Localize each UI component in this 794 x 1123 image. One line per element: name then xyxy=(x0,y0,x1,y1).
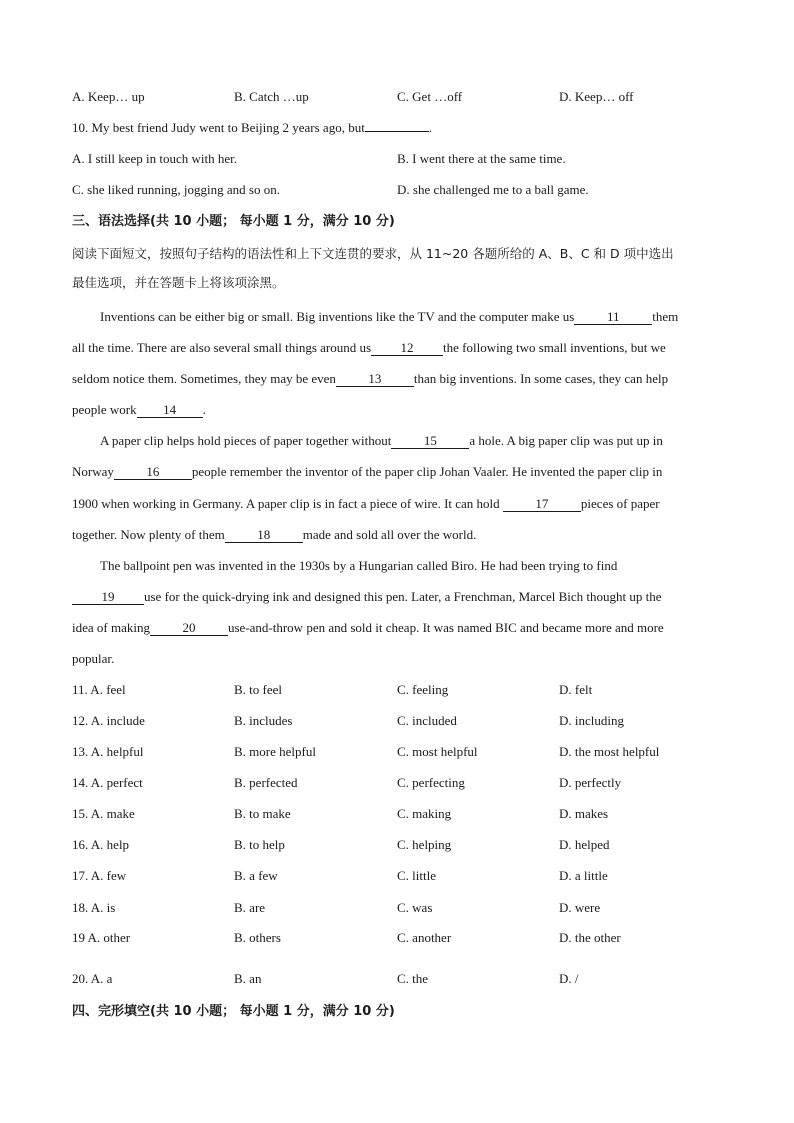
option-d: D. a little xyxy=(559,868,608,883)
option-c: C. little xyxy=(397,868,436,883)
option-c: C. feeling xyxy=(397,682,449,697)
section4-heading: 四、完形填空(共 10 小题； 每小题 1 分，满分 10 分) xyxy=(72,1004,395,1019)
q10-option-a: A. I still keep in touch with her. xyxy=(72,151,238,166)
option-a: 18. A. is xyxy=(72,900,116,915)
option-a: 14. A. perfect xyxy=(72,775,143,790)
option-a: 17. A. few xyxy=(72,868,127,883)
option-c: C. perfecting xyxy=(397,775,465,790)
blank-13: 13 xyxy=(336,371,414,387)
blank-20: 20 xyxy=(150,620,228,636)
option-b: B. a few xyxy=(234,868,278,883)
q10-option-b: B. I went there at the same time. xyxy=(397,151,566,166)
blank-16: 16 xyxy=(114,464,192,480)
passage-p1-line2 xyxy=(72,339,716,357)
option-a: 13. A. helpful xyxy=(72,744,144,759)
passage-text: a hole. A big paper clip was put up in xyxy=(469,433,663,448)
option-b: B. perfected xyxy=(234,775,298,790)
option-c: C. making xyxy=(397,806,452,821)
option-a: 15. A. make xyxy=(72,806,135,821)
option-b: B. are xyxy=(234,900,266,915)
option-a: 12. A. include xyxy=(72,713,145,728)
q9-option-c: C. Get …off xyxy=(397,89,463,104)
option-a: 16. A. help xyxy=(72,837,130,852)
passage-text: people work xyxy=(72,402,137,417)
passage-p1-line4 xyxy=(72,401,716,419)
passage-text: Norway xyxy=(72,464,114,479)
q10-option-c: C. she liked running, jogging and so on. xyxy=(72,182,280,197)
option-d: D. makes xyxy=(559,806,609,821)
option-b: B. more helpful xyxy=(234,744,316,759)
q10-stem-end: . xyxy=(428,120,433,135)
passage-text: than big inventions. In some cases, they can help xyxy=(413,371,669,386)
option-c: C. another xyxy=(397,930,452,945)
option-d: D. the most helpful xyxy=(559,744,660,759)
option-c: C. the xyxy=(397,971,429,986)
passage-text: together. Now plenty of them xyxy=(72,527,225,542)
blank-14: 14 xyxy=(137,402,203,418)
option-a: 11. A. feel xyxy=(72,682,126,697)
passage-text: . xyxy=(202,402,206,417)
q9-option-b: B. Catch …up xyxy=(234,89,309,104)
option-d: D. the other xyxy=(559,930,621,945)
passage-text: the following two small inventions, but we xyxy=(443,340,666,355)
passage-text: A paper clip helps hold pieces of paper together without xyxy=(100,433,392,448)
option-b: B. to help xyxy=(234,837,285,852)
option-c: C. was xyxy=(397,900,433,915)
passage-text: idea of making xyxy=(72,620,150,635)
option-c: C. included xyxy=(397,713,457,728)
passage-text: use-and-throw pen and sold it cheap. It was named BIC and became more and more xyxy=(227,620,664,635)
blank-19: 19 xyxy=(72,589,144,605)
q9-option-a: A. Keep… up xyxy=(72,89,145,104)
option-d: D. / xyxy=(559,971,579,986)
passage-p2-line2 xyxy=(72,463,716,481)
section3-instruction-1: 阅读下面短文，按照句子结构的语法性和上下文连贯的要求，从 11~20 各题所给的 A、B、C 和 D 项中选出 xyxy=(72,246,674,261)
passage-p1-line1 xyxy=(100,308,716,326)
passage-p1-line3 xyxy=(72,370,716,388)
q10-option-d: D. she challenged me to a ball game. xyxy=(397,182,589,197)
option-d: D. helped xyxy=(559,837,610,852)
option-d: D. were xyxy=(559,900,601,915)
section3-instruction-2: 最佳选项，并在答题卡上将该项涂黑。 xyxy=(72,275,285,290)
passage-p3-line2 xyxy=(72,588,716,606)
passage-p3-line4: popular. xyxy=(72,651,115,666)
q10-stem-text: 10. My best friend Judy went to Beijing 2 years ago, but xyxy=(72,120,365,135)
passage-text: people remember the inventor of the paper clip Johan Vaaler. He invented the paper clip in xyxy=(191,464,663,479)
blank-18: 18 xyxy=(225,527,303,543)
passage-p2-line1 xyxy=(100,432,716,450)
option-b: B. an xyxy=(234,971,262,986)
passage-text: pieces of paper xyxy=(580,496,660,511)
option-c: C. most helpful xyxy=(397,744,478,759)
section3-heading: 三、语法选择(共 10 小题； 每小题 1 分，满分 10 分) xyxy=(72,214,395,229)
passage-p3-line1: The ballpoint pen was invented in the 1930s by a Hungarian called Biro. He had been trying to find xyxy=(100,558,618,573)
passage-p2-line3 xyxy=(72,495,716,513)
passage-p2-line4 xyxy=(72,526,716,544)
option-b: B. includes xyxy=(234,713,293,728)
blank-17: 17 xyxy=(503,496,581,512)
blank-11: 11 xyxy=(574,309,652,325)
option-a: 19 A. other xyxy=(72,930,131,945)
option-d: D. felt xyxy=(559,682,593,697)
option-d: D. perfectly xyxy=(559,775,622,790)
passage-text: Inventions can be either big or small. Big inventions like the TV and the computer make us xyxy=(100,309,575,324)
blank-12: 12 xyxy=(371,340,443,356)
passage-text: seldom notice them. Sometimes, they may be even xyxy=(72,371,336,386)
option-a: 20. A. a xyxy=(72,971,113,986)
passage-text: 1900 when working in Germany. A paper clip is in fact a piece of wire. It can hold xyxy=(72,496,500,511)
option-d: D. including xyxy=(559,713,624,728)
blank-15: 15 xyxy=(391,433,469,449)
q10-stem xyxy=(72,119,432,137)
passage-text: use for the quick-drying ink and designed this pen. Later, a Frenchman, Marcel Bich thought up the xyxy=(144,589,662,604)
passage-p3-line3 xyxy=(72,619,716,637)
q10-blank xyxy=(365,131,429,132)
passage-text: made and sold all over the world. xyxy=(302,527,477,542)
q9-option-d: D. Keep… off xyxy=(559,89,634,104)
option-b: B. to feel xyxy=(234,682,283,697)
option-b: B. others xyxy=(234,930,281,945)
passage-text: all the time. There are also several small things around us xyxy=(72,340,372,355)
option-c: C. helping xyxy=(397,837,452,852)
option-b: B. to make xyxy=(234,806,291,821)
passage-text: them xyxy=(652,309,679,324)
